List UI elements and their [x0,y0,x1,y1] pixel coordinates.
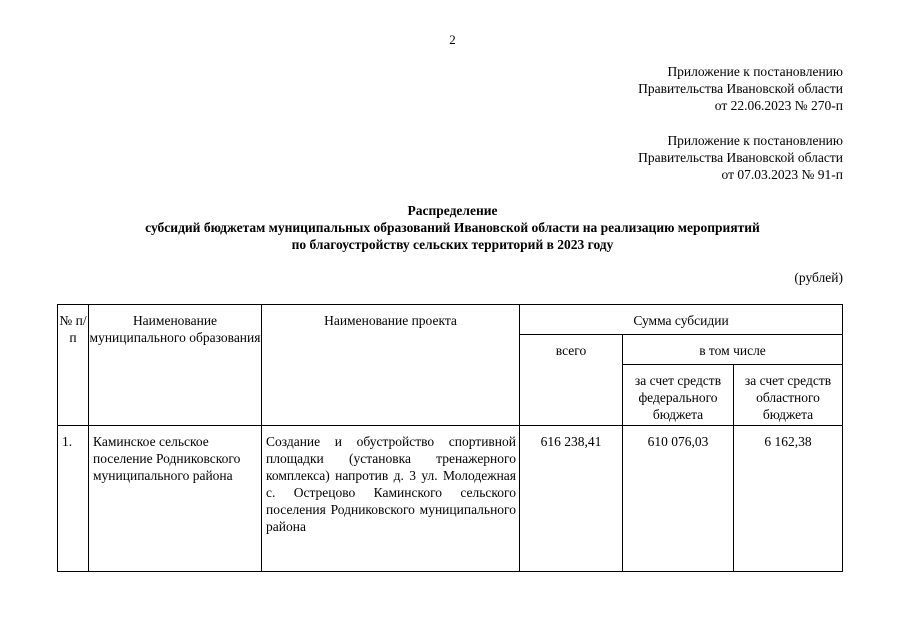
cell-regional: 6 162,38 [734,426,843,572]
cell-project: Создание и обустройство спортивной площадки (установка тренажерного комплекса) напротив д. 3 ул. Молодежная с. Острецово Каминского сельского поселения Родниковского муниципального района [262,426,520,572]
header-subsidy: Сумма субсидии [520,305,843,335]
header-project: Наименование проекта [262,305,520,426]
header-regional: за счет средств областного бюджета [734,365,843,426]
header-total: всего [520,335,623,426]
appendix-line: Приложение к постановлению [667,64,843,79]
document-title [0,202,905,253]
appendix-line: от 22.06.2023 № 270-п [714,98,843,113]
header-including: в том числе [623,335,843,365]
table-row [58,426,843,572]
cell-federal: 610 076,03 [623,426,734,572]
header-municipality: Наименование муниципального образования [89,305,262,426]
appendix-note-current [638,63,843,114]
appendix-line: Приложение к постановлению [667,133,843,148]
unit-label: (рублей) [794,270,843,285]
cell-municipality: Каминское сельское поселение Родниковского муниципального района [89,426,262,572]
page-number: 2 [449,32,456,47]
subsidy-table [57,304,843,572]
appendix-line: Правительства Ивановской области [638,81,843,96]
title-line: Распределение [407,203,498,218]
title-line: субсидий бюджетам муниципальных образований Ивановской области на реализацию мероприятий [145,220,760,235]
cell-num: 1. [58,426,89,572]
header-num: № п/п [58,305,89,426]
appendix-note-original [638,132,843,183]
title-line: по благоустройству сельских территорий в 2023 году [291,237,614,252]
cell-total: 616 238,41 [520,426,623,572]
header-federal: за счет средств федерального бюджета [623,365,734,426]
header-row [58,305,843,335]
appendix-line: Правительства Ивановской области [638,150,843,165]
appendix-line: от 07.03.2023 № 91-п [721,167,843,182]
